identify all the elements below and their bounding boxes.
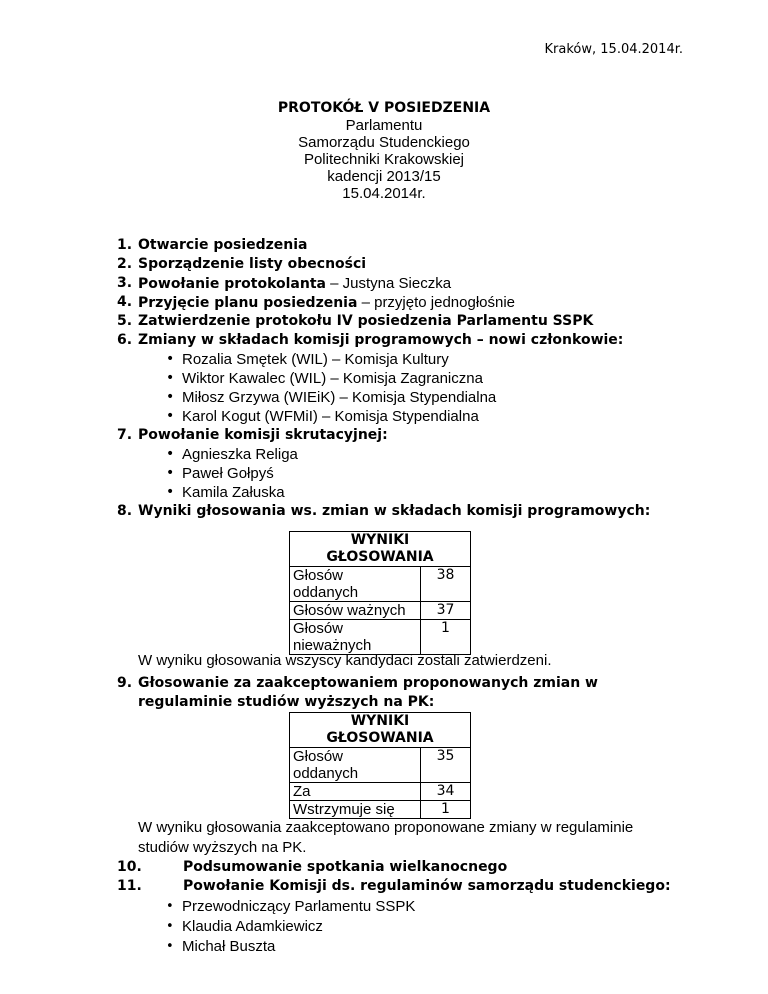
item-detail: – przyjęto jednogłośnie <box>357 294 516 311</box>
header-line: Samorządu Studenckiego <box>298 134 470 151</box>
item-title: Otwarcie posiedzenia <box>138 237 308 253</box>
item-title: Wyniki głosowania ws. zmian w składach komisji programowych: <box>138 503 651 519</box>
item-number: 10. <box>117 859 142 875</box>
list-item: • Klaudia Adamkiewicz <box>166 918 323 935</box>
agenda-item <box>117 426 388 445</box>
agenda-item <box>117 674 598 710</box>
header-line: Politechniki Krakowskiej <box>303 151 465 168</box>
vote-results-table <box>289 531 471 655</box>
item-title: Powołanie komisji skrutacyjnej: <box>138 427 388 443</box>
agenda-item <box>117 255 367 274</box>
item-number: 5. <box>117 313 133 329</box>
table-row: Wstrzymuje się 1 <box>290 801 471 819</box>
item-number: 8. <box>117 503 133 519</box>
item-number: 1. <box>117 237 133 253</box>
item-title: Podsumowanie spotkania wielkanocnego <box>183 859 508 875</box>
item-detail: – Justyna Sieczka <box>325 275 452 292</box>
table-row: Głosów ważnych 37 <box>290 602 471 620</box>
list-item: • Przewodniczący Parlamentu SSPK <box>166 898 416 915</box>
agenda-item <box>117 877 671 896</box>
list-item: • Wiktor Kawalec (WIL) – Komisja Zagraniczna <box>166 370 483 387</box>
bullet-icon: • <box>166 939 174 954</box>
item-number: 2. <box>117 256 133 272</box>
bullet-icon: • <box>166 446 175 462</box>
bullet-icon: • <box>166 919 174 934</box>
document-header <box>0 100 768 202</box>
item-number: 11. <box>117 878 142 894</box>
agenda-item <box>117 293 516 312</box>
item-title: Zmiany w składach komisji programowych – nowi członkowie: <box>138 332 624 348</box>
table-row: Głosów nieważnych 1 <box>290 620 471 655</box>
item-number: 9. <box>117 675 133 691</box>
item-number: 4. <box>117 294 133 310</box>
item-number: 3. <box>117 275 133 291</box>
item-title: Zatwierdzenie protokołu IV posiedzenia Parlamentu SSPK <box>138 313 594 329</box>
agenda-item <box>117 331 624 350</box>
vote-note: W wyniku głosowania zaakceptowano proponowane zmiany w regulaminie studiów wyższych na PK. <box>138 819 634 856</box>
document-title: PROTOKÓŁ V POSIEDZENIA <box>277 100 491 116</box>
item-title: Powołanie Komisji ds. regulaminów samorządu studenckiego: <box>183 878 671 894</box>
table-row: Za 34 <box>290 783 471 801</box>
table-row: Głosów oddanych 35 <box>290 748 471 783</box>
agenda-item <box>117 502 651 521</box>
bullet-icon: • <box>166 484 175 500</box>
vote-results-table <box>289 712 471 819</box>
agenda-item <box>117 858 508 877</box>
list-item: • Paweł Gołpyś <box>166 465 274 482</box>
bullet-icon: • <box>166 370 175 386</box>
item-title: Przyjęcie planu posiedzenia <box>138 295 358 311</box>
item-title: Głosowanie za zaakceptowaniem proponowanych zmian w <box>138 675 598 691</box>
agenda-item <box>117 236 308 255</box>
place-date: Kraków, 15.04.2014r. <box>544 42 683 57</box>
table-header: WYNIKI GŁOSOWANIA <box>290 532 471 567</box>
bullet-icon: • <box>166 465 175 481</box>
list-item: • Michał Buszta <box>166 938 276 955</box>
list-item: • Miłosz Grzywa (WIEiK) – Komisja Stypendialna <box>166 389 497 406</box>
item-title-cont: regulaminie studiów wyższych na PK: <box>138 694 435 710</box>
list-item: • Karol Kogut (WFMiI) – Komisja Stypendialna <box>166 408 479 425</box>
header-line: Parlamentu <box>345 117 423 134</box>
vote-note: W wyniku głosowania wszyscy kandydaci zostali zatwierdzeni. <box>138 652 552 669</box>
agenda-item <box>117 274 452 293</box>
agenda-item <box>117 312 594 331</box>
bullet-icon: • <box>166 408 175 424</box>
list-item: • Rozalia Smętek (WIL) – Komisja Kultury <box>166 351 449 368</box>
list-item: • Agnieszka Religa <box>166 446 298 463</box>
bullet-icon: • <box>166 351 175 367</box>
bullet-icon: • <box>166 899 174 914</box>
item-title: Powołanie protokolanta <box>138 276 326 292</box>
header-line: 15.04.2014r. <box>342 185 426 202</box>
table-row: Głosów oddanych 38 <box>290 567 471 602</box>
list-item: • Kamila Załuska <box>166 484 285 501</box>
item-number: 7. <box>117 427 133 443</box>
bullet-icon: • <box>166 389 175 405</box>
item-number: 6. <box>117 332 133 348</box>
item-title: Sporządzenie listy obecności <box>138 256 367 272</box>
table-header: WYNIKI GŁOSOWANIA <box>290 713 471 748</box>
header-line: kadencji 2013/15 <box>327 168 441 185</box>
